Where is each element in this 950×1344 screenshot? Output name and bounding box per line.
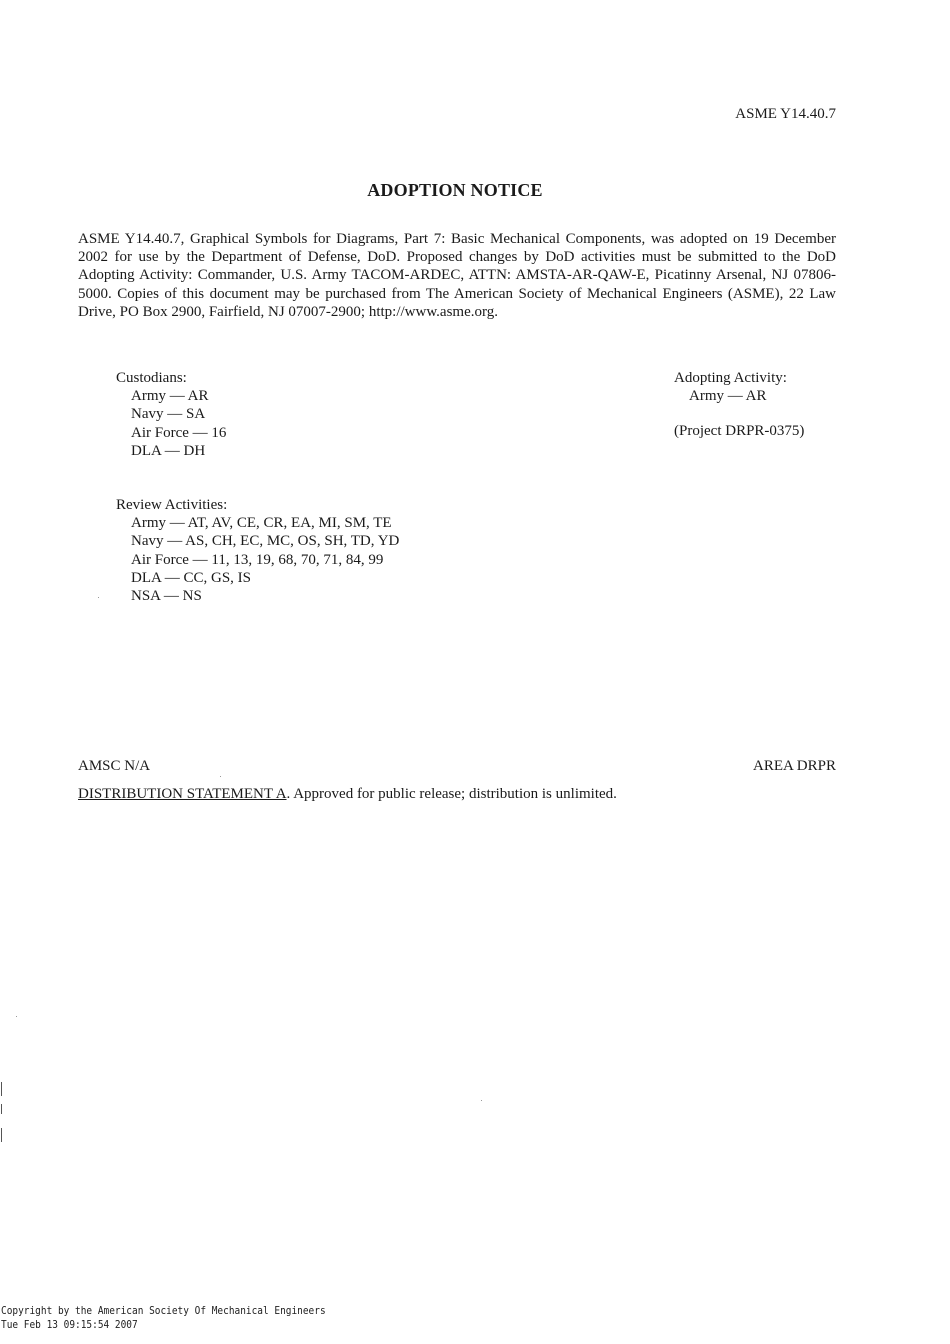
distribution-text: . Approved for public release; distribution is unlimited. (286, 786, 617, 802)
custodian-item: Navy — SA (131, 406, 206, 423)
document-id: ASME Y14.40.7 (735, 106, 836, 122)
review-activity-item: Army — AT, AV, CE, CR, EA, MI, SM, TE (131, 515, 392, 532)
custodian-item: Army — AR (131, 388, 209, 405)
area-code: AREA DRPR (753, 758, 836, 774)
adopting-activity-heading: Adopting Activity: (674, 370, 787, 386)
scan-speck (16, 1016, 17, 1017)
adoption-paragraph: ASME Y14.40.7, Graphical Symbols for Diagrams, Part 7: Basic Mechanical Components, was adopted on 19 December 2002 for use by the Department of Defense, DoD. Proposed changes by DoD activities must be submitted to the DoD Adopting Activity: Commander, U.S. Army TACOM-ARDEC, ATTN: AMSTA-AR-QAW-E, Picatinny Arsenal, NJ 07806-5000. Copies of this document may be purchased from The American Society of Mechanical Engineers (ASME), 22 Law Drive, PO Box 2900, Fairfield, NJ 07007-2900; http://www.asme.org. (78, 231, 836, 320)
review-activity-item: Air Force — 11, 13, 19, 68, 70, 71, 84, 99 (131, 551, 384, 568)
custodians-heading: Custodians: (116, 370, 187, 386)
project-number: (Project DRPR-0375) (674, 423, 805, 439)
scan-speck (98, 597, 99, 598)
scan-speck (220, 776, 221, 777)
review-activity-item: NSA — NS (131, 588, 202, 605)
scan-edge-mark (1, 1082, 2, 1096)
custodians-block (116, 369, 226, 460)
page-title: ADOPTION NOTICE (367, 180, 543, 200)
review-activities-block (116, 496, 399, 605)
scan-edge-mark (1, 1128, 2, 1142)
custodian-item: Air Force — 16 (131, 424, 227, 441)
copyright-footer (1, 1304, 326, 1332)
scan-edge-mark (1, 1104, 2, 1114)
footer-copyright-line: Copyright by the American Society Of Mechanical Engineers (1, 1304, 326, 1317)
adopting-activity-item: Army — AR (689, 388, 767, 405)
distribution-statement (78, 786, 617, 803)
amsc-code: AMSC N/A (78, 758, 151, 774)
footer-timestamp-line: Tue Feb 13 09:15:54 2007 (1, 1318, 138, 1331)
review-activities-heading: Review Activities: (116, 497, 228, 513)
custodian-item: DLA — DH (131, 442, 206, 459)
adopting-activity-block (674, 369, 787, 405)
distribution-label: DISTRIBUTION STATEMENT A (78, 786, 287, 802)
review-activity-item: Navy — AS, CH, EC, MC, OS, SH, TD, YD (131, 533, 400, 550)
review-activity-item: DLA — CC, GS, IS (131, 569, 252, 586)
scan-speck (481, 1100, 482, 1101)
